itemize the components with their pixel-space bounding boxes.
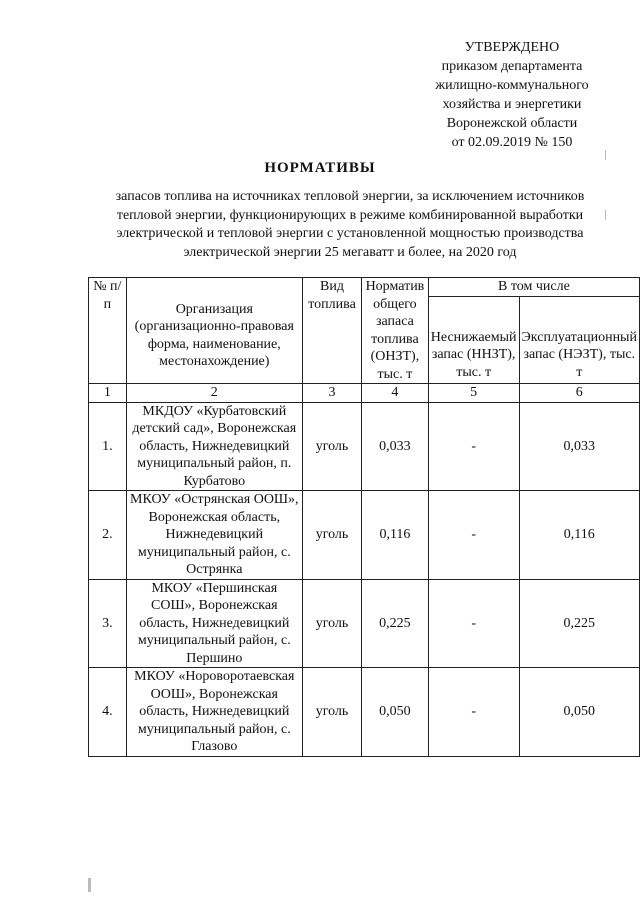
subtitle-line: электрической и тепловой энергии с установленной мощностью производства [116, 226, 584, 241]
norms-table [88, 277, 640, 757]
row-org: МКОУ «Острянская ООШ», Воронежская область, Нижнедевицкий муниципальный район, с. Острянка [126, 491, 302, 580]
row-org: МКДОУ «Курбатовский детский сад», Воронежская область, Нижнедевицкий муниципальный район, п. Курбатово [126, 402, 302, 491]
approval-line: жилищно-коммунального [435, 78, 589, 93]
row-num: 1. [89, 402, 127, 491]
table-row [89, 579, 640, 668]
column-number: 6 [519, 384, 639, 403]
document-title: НОРМАТИВЫ [264, 160, 376, 176]
scan-artifact [605, 150, 606, 160]
column-number: 5 [428, 384, 519, 403]
approval-line: УТВЕРЖДЕНО [464, 40, 560, 55]
approval-line: приказом департамента [441, 59, 583, 74]
column-number: 1 [89, 384, 127, 403]
row-num: 3. [89, 579, 127, 668]
header-fuel: Вид топлива [302, 278, 361, 384]
approval-block [420, 38, 604, 152]
row-num: 2. [89, 491, 127, 580]
row-fuel: уголь [302, 668, 361, 757]
row-nezt: 0,033 [519, 402, 639, 491]
row-nnzt: - [428, 668, 519, 757]
scan-artifact [605, 210, 606, 220]
approval-line: от 02.09.2019 № 150 [451, 135, 573, 150]
approval-line: Воронежской области [446, 116, 578, 131]
row-nezt: 0,225 [519, 579, 639, 668]
header-including: В том числе [428, 278, 639, 297]
subtitle-line: запасов топлива на источниках тепловой энергии, за исключением источников [115, 189, 585, 204]
approval-line: хозяйства и энергетики [442, 97, 582, 112]
row-total: 0,033 [362, 402, 429, 491]
row-org: МКОУ «Першинская СОШ», Воронежская область, Нижнедевицкий муниципальный район, с. Першино [126, 579, 302, 668]
row-nezt: 0,050 [519, 668, 639, 757]
table-row [89, 402, 640, 491]
header-nnzt: Неснижаемый запас (ННЗТ), тыс. т [428, 297, 519, 384]
row-total: 0,225 [362, 579, 429, 668]
row-org: МКОУ «Нороворотаевская ООШ», Воронежская область, Нижнедевицкий муниципальный район, с. Глазово [126, 668, 302, 757]
row-nezt: 0,116 [519, 491, 639, 580]
row-total: 0,050 [362, 668, 429, 757]
table-row [89, 491, 640, 580]
column-number: 4 [362, 384, 429, 403]
row-fuel: уголь [302, 402, 361, 491]
column-number: 2 [126, 384, 302, 403]
header-total: Норматив общего запаса топлива (ОНЗТ), тыс. т [362, 278, 429, 384]
table-row [89, 668, 640, 757]
row-fuel: уголь [302, 579, 361, 668]
row-nnzt: - [428, 491, 519, 580]
subtitle-line: тепловой энергии, функционирующих в режиме комбинированной выработки [116, 207, 584, 223]
subtitle-line: электрической энергии 25 мегаватт и более, на 2020 год [183, 244, 517, 260]
document-subtitle [80, 188, 620, 262]
scan-artifact [88, 878, 91, 892]
header-num: № п/п [89, 278, 127, 384]
header-org: Организация (организационно-правовая форма, наименование, местонахождение) [126, 278, 302, 384]
row-num: 4. [89, 668, 127, 757]
row-fuel: уголь [302, 491, 361, 580]
row-nnzt: - [428, 402, 519, 491]
header-nezt: Эксплуатационный запас (НЭЗТ), тыс. т [519, 297, 639, 384]
row-nnzt: - [428, 579, 519, 668]
column-number: 3 [302, 384, 361, 403]
row-total: 0,116 [362, 491, 429, 580]
